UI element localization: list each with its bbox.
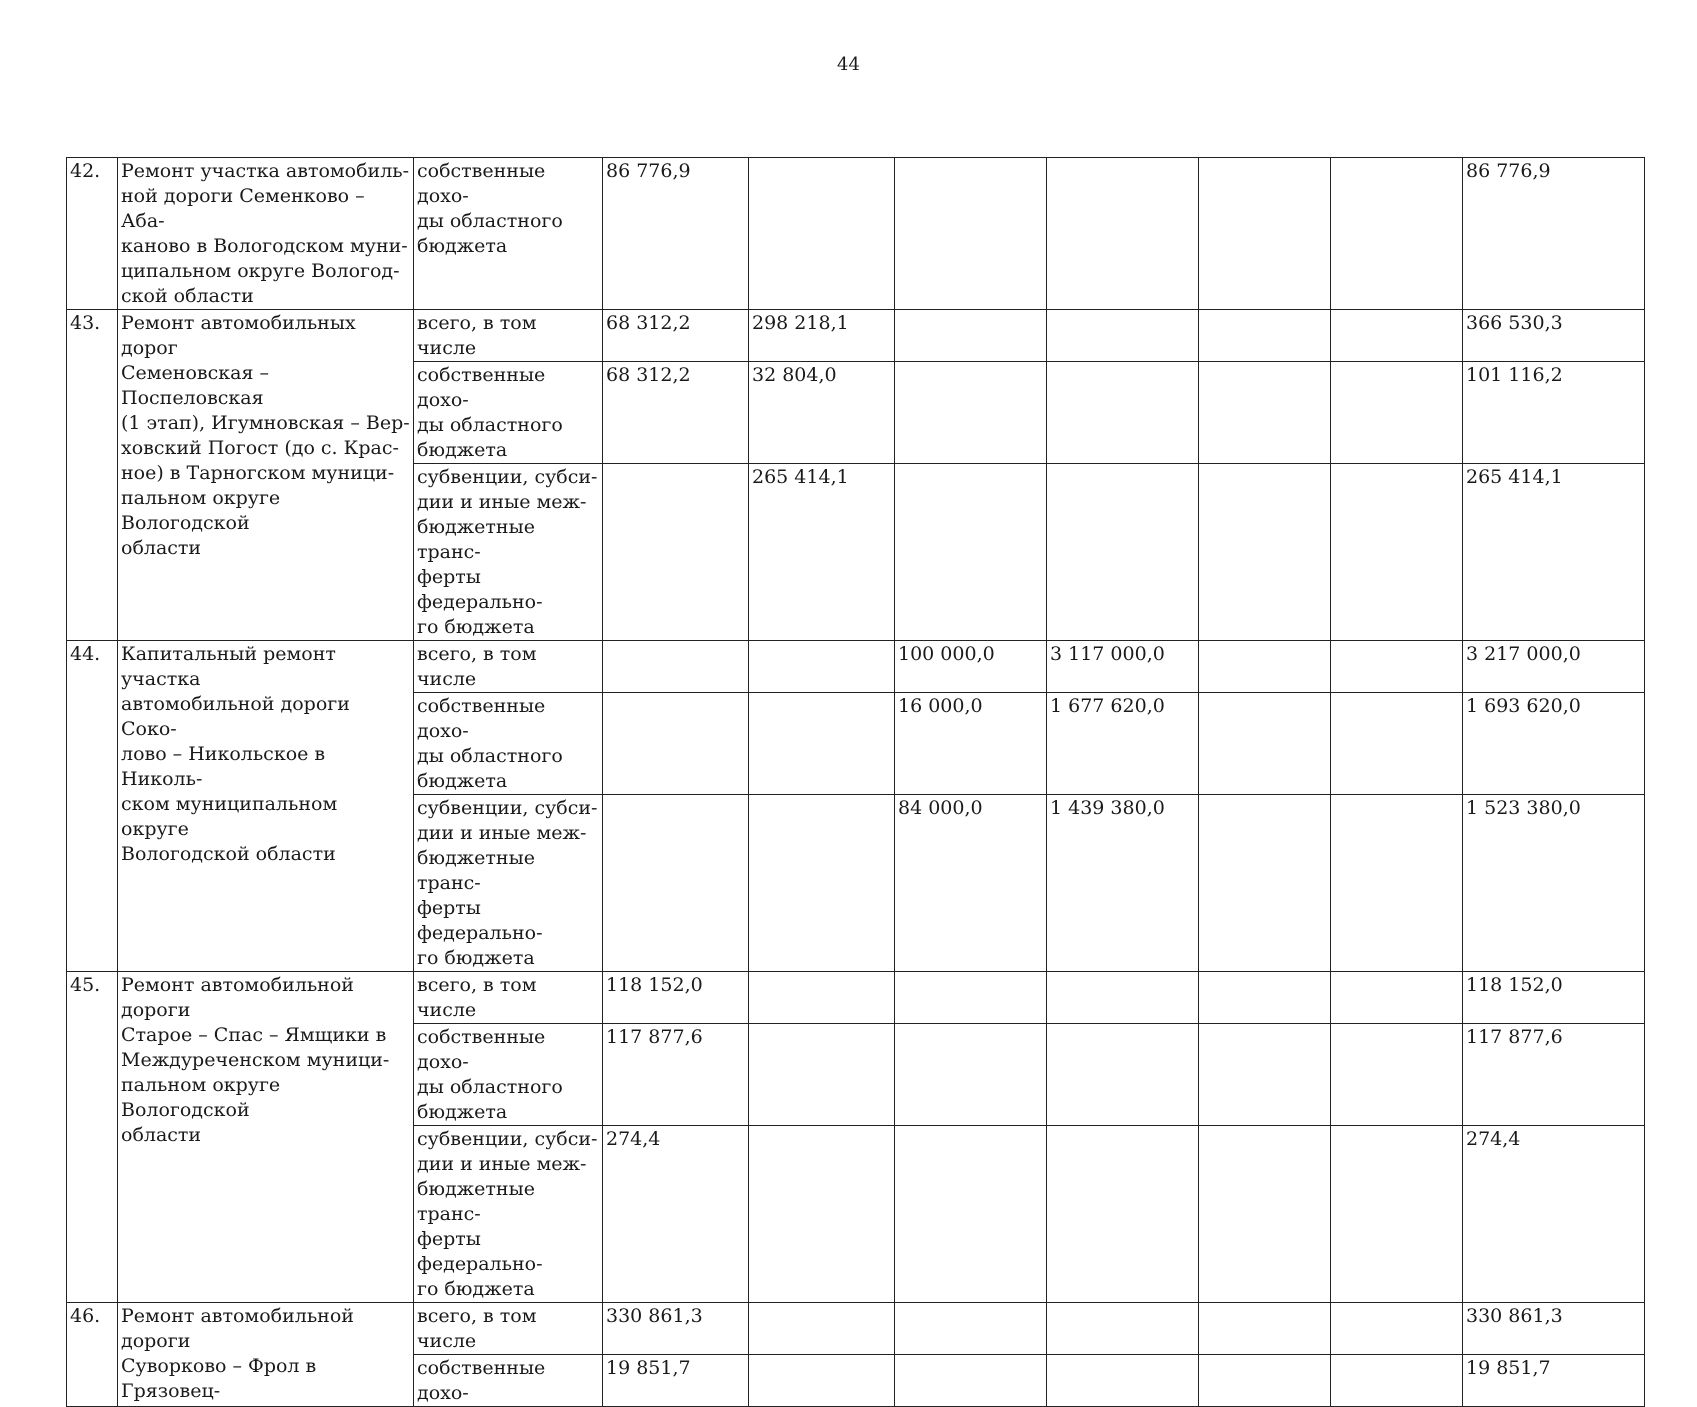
value-cell-3 bbox=[895, 464, 1047, 641]
value-cell-1: 86 776,9 bbox=[603, 158, 749, 310]
value-cell-4 bbox=[1047, 1355, 1199, 1407]
value-cell-6 bbox=[1331, 310, 1463, 362]
value-cell-1 bbox=[603, 693, 749, 795]
total-cell: 86 776,9 bbox=[1463, 158, 1645, 310]
value-cell-3 bbox=[895, 972, 1047, 1024]
object-name-cell: Ремонт автомобильной дороги Суворково – Фрол в Грязовец- bbox=[118, 1303, 414, 1407]
value-cell-2 bbox=[749, 158, 895, 310]
value-cell-1 bbox=[603, 464, 749, 641]
value-cell-1: 330 861,3 bbox=[603, 1303, 749, 1355]
row-number-cell: 45. bbox=[67, 972, 118, 1303]
object-name-cell: Ремонт автомобильных дорог Семеновская – Поспеловская (1 этап), Игумновская – Вер- ховский Погост (до с. Крас- ное) в Тарногском муници- пальном округе Вологодской области bbox=[118, 310, 414, 641]
funding-source-cell: собственные дохо- ды областного бюджета bbox=[414, 693, 603, 795]
total-cell: 117 877,6 bbox=[1463, 1024, 1645, 1126]
funding-source-cell: субвенции, субси- дии и иные меж- бюджетные транс- ферты федерально- го бюджета bbox=[414, 464, 603, 641]
value-cell-4 bbox=[1047, 1024, 1199, 1126]
value-cell-5 bbox=[1199, 1024, 1331, 1126]
value-cell-3 bbox=[895, 362, 1047, 464]
value-cell-2 bbox=[749, 1126, 895, 1303]
value-cell-5 bbox=[1199, 1355, 1331, 1407]
value-cell-4 bbox=[1047, 1126, 1199, 1303]
total-cell: 330 861,3 bbox=[1463, 1303, 1645, 1355]
value-cell-3 bbox=[895, 1303, 1047, 1355]
value-cell-2 bbox=[749, 1355, 895, 1407]
value-cell-1: 118 152,0 bbox=[603, 972, 749, 1024]
value-cell-6 bbox=[1331, 1126, 1463, 1303]
value-cell-5 bbox=[1199, 362, 1331, 464]
value-cell-1 bbox=[603, 795, 749, 972]
value-cell-5 bbox=[1199, 1126, 1331, 1303]
row-number-cell: 46. bbox=[67, 1303, 118, 1407]
funding-source-cell: субвенции, субси- дии и иные меж- бюджетные транс- ферты федерально- го бюджета bbox=[414, 1126, 603, 1303]
value-cell-4 bbox=[1047, 1303, 1199, 1355]
value-cell-2 bbox=[749, 795, 895, 972]
object-name-cell: Капитальный ремонт участка автомобильной дороги Соко- лово – Никольское в Николь- ском муниципальном округе Вологодской области bbox=[118, 641, 414, 972]
value-cell-2: 298 218,1 bbox=[749, 310, 895, 362]
funding-source-cell: субвенции, субси- дии и иные меж- бюджетные транс- ферты федерально- го бюджета bbox=[414, 795, 603, 972]
value-cell-2: 265 414,1 bbox=[749, 464, 895, 641]
value-cell-2: 32 804,0 bbox=[749, 362, 895, 464]
total-cell: 265 414,1 bbox=[1463, 464, 1645, 641]
object-name-cell: Ремонт участка автомобиль- ной дороги Семенково – Аба- каново в Вологодском муни- ципальном округе Вологод- ской области bbox=[118, 158, 414, 310]
value-cell-1: 68 312,2 bbox=[603, 362, 749, 464]
funding-source-cell: всего, в том числе bbox=[414, 972, 603, 1024]
value-cell-6 bbox=[1331, 158, 1463, 310]
total-cell: 3 217 000,0 bbox=[1463, 641, 1645, 693]
value-cell-6 bbox=[1331, 795, 1463, 972]
value-cell-3 bbox=[895, 310, 1047, 362]
value-cell-3: 16 000,0 bbox=[895, 693, 1047, 795]
value-cell-2 bbox=[749, 972, 895, 1024]
page-number: 44 bbox=[837, 54, 860, 75]
value-cell-1: 274,4 bbox=[603, 1126, 749, 1303]
object-name-cell: Ремонт автомобильной дороги Старое – Спас – Ямщики в Междуреченском муници- пальном округе Вологодской области bbox=[118, 972, 414, 1303]
value-cell-4: 1 677 620,0 bbox=[1047, 693, 1199, 795]
value-cell-4: 3 117 000,0 bbox=[1047, 641, 1199, 693]
value-cell-1: 19 851,7 bbox=[603, 1355, 749, 1407]
total-cell: 118 152,0 bbox=[1463, 972, 1645, 1024]
value-cell-2 bbox=[749, 693, 895, 795]
row-number-cell: 42. bbox=[67, 158, 118, 310]
value-cell-5 bbox=[1199, 158, 1331, 310]
value-cell-6 bbox=[1331, 641, 1463, 693]
budget-table bbox=[66, 157, 1645, 1407]
value-cell-2 bbox=[749, 1303, 895, 1355]
value-cell-4 bbox=[1047, 972, 1199, 1024]
value-cell-6 bbox=[1331, 1355, 1463, 1407]
funding-source-cell: собственные дохо- ды областного бюджета bbox=[414, 1024, 603, 1126]
value-cell-2 bbox=[749, 1024, 895, 1126]
value-cell-5 bbox=[1199, 641, 1331, 693]
value-cell-6 bbox=[1331, 1303, 1463, 1355]
value-cell-4: 1 439 380,0 bbox=[1047, 795, 1199, 972]
value-cell-3 bbox=[895, 1355, 1047, 1407]
value-cell-5 bbox=[1199, 795, 1331, 972]
table-row bbox=[67, 1303, 1645, 1355]
value-cell-4 bbox=[1047, 464, 1199, 641]
funding-source-cell: собственные дохо- ды областного бюджета bbox=[414, 362, 603, 464]
value-cell-6 bbox=[1331, 362, 1463, 464]
total-cell: 1 523 380,0 bbox=[1463, 795, 1645, 972]
value-cell-3: 100 000,0 bbox=[895, 641, 1047, 693]
row-number-cell: 44. bbox=[67, 641, 118, 972]
value-cell-1: 68 312,2 bbox=[603, 310, 749, 362]
total-cell: 19 851,7 bbox=[1463, 1355, 1645, 1407]
funding-source-cell: всего, в том числе bbox=[414, 1303, 603, 1355]
funding-source-cell: всего, в том числе bbox=[414, 641, 603, 693]
row-number-cell: 43. bbox=[67, 310, 118, 641]
value-cell-5 bbox=[1199, 693, 1331, 795]
value-cell-6 bbox=[1331, 972, 1463, 1024]
funding-source-cell: всего, в том числе bbox=[414, 310, 603, 362]
value-cell-6 bbox=[1331, 1024, 1463, 1126]
value-cell-1 bbox=[603, 641, 749, 693]
table-row bbox=[67, 158, 1645, 310]
value-cell-4 bbox=[1047, 158, 1199, 310]
value-cell-6 bbox=[1331, 693, 1463, 795]
total-cell: 101 116,2 bbox=[1463, 362, 1645, 464]
table-row bbox=[67, 972, 1645, 1024]
value-cell-2 bbox=[749, 641, 895, 693]
value-cell-4 bbox=[1047, 310, 1199, 362]
table-row bbox=[67, 310, 1645, 362]
table-row bbox=[67, 641, 1645, 693]
value-cell-4 bbox=[1047, 362, 1199, 464]
funding-source-cell: собственные дохо- ды областного бюджета bbox=[414, 158, 603, 310]
value-cell-3 bbox=[895, 1024, 1047, 1126]
value-cell-6 bbox=[1331, 464, 1463, 641]
value-cell-5 bbox=[1199, 1303, 1331, 1355]
value-cell-5 bbox=[1199, 972, 1331, 1024]
value-cell-3: 84 000,0 bbox=[895, 795, 1047, 972]
value-cell-5 bbox=[1199, 464, 1331, 641]
total-cell: 1 693 620,0 bbox=[1463, 693, 1645, 795]
value-cell-3 bbox=[895, 1126, 1047, 1303]
value-cell-1: 117 877,6 bbox=[603, 1024, 749, 1126]
value-cell-3 bbox=[895, 158, 1047, 310]
total-cell: 274,4 bbox=[1463, 1126, 1645, 1303]
funding-source-cell: собственные дохо- bbox=[414, 1355, 603, 1407]
total-cell: 366 530,3 bbox=[1463, 310, 1645, 362]
value-cell-5 bbox=[1199, 310, 1331, 362]
